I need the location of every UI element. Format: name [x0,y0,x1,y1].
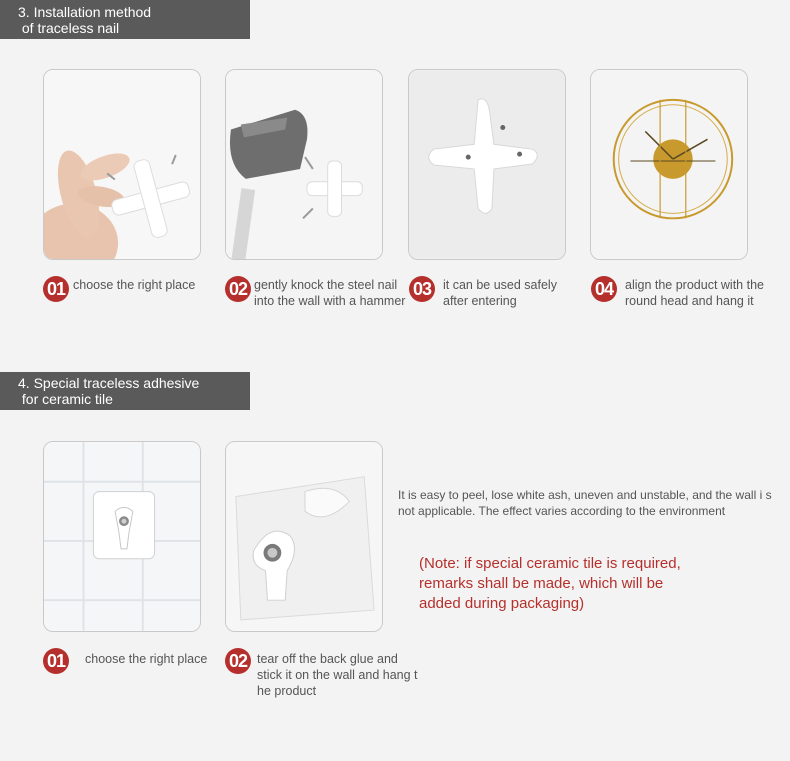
step-number-badge: 04 [591,276,617,302]
section-title-line2: of traceless nail [18,20,120,36]
step-number-badge: 03 [409,276,435,302]
nail-plate-image [408,69,566,260]
tile-hook-icon [44,442,200,631]
nail-plate-icon [409,70,565,259]
gold-clock-icon [591,70,747,259]
adhesive-hook-image [225,441,383,632]
environment-info-text: It is easy to peel, lose white ash, uneven and unstable, and the wall i s not applicable. The effect varies according to the environment [398,488,772,518]
step-number-badge: 01 [43,648,69,674]
section-header-installation [0,0,250,39]
install-step-3 [409,276,570,309]
install-step-4 [591,276,777,309]
section-title-line2: for ceramic tile [18,391,113,407]
step-text: it can be used safely after entering [443,278,557,308]
section-header-ceramic [0,372,250,410]
ceramic-note-text: (Note: if special ceramic tile is required, remarks shall be made, which will be added during packaging) [419,555,681,612]
step-text: choose the right place [85,652,208,666]
section-title-line1: 3. Installation method [18,4,152,20]
ceramic-step-1 [43,648,219,674]
hammer-icon [226,70,382,259]
step-number-badge: 01 [43,276,69,302]
adhesive-hook-icon [226,442,382,631]
ceramic-step-2 [225,648,421,699]
install-step-2 [225,276,411,309]
install-step-1 [43,276,209,302]
step-text: choose the right place [73,278,196,292]
section-title-line1: 4. Special traceless adhesive [18,375,200,391]
gold-clock-image [590,69,748,260]
hand-holding-nail-image [43,69,201,260]
step-number-badge: 02 [225,276,251,302]
step-text: align the product with the round head and hang it [625,278,764,308]
hand-holding-nail-icon [44,70,200,259]
tile-hook-image [43,441,201,632]
hammer-image [225,69,383,260]
step-number-badge: 02 [225,648,251,674]
step-text: gently knock the steel nail into the wall with a hammer [254,278,406,308]
step-text: tear off the back glue and stick it on the wall and hang t he product [257,652,418,698]
